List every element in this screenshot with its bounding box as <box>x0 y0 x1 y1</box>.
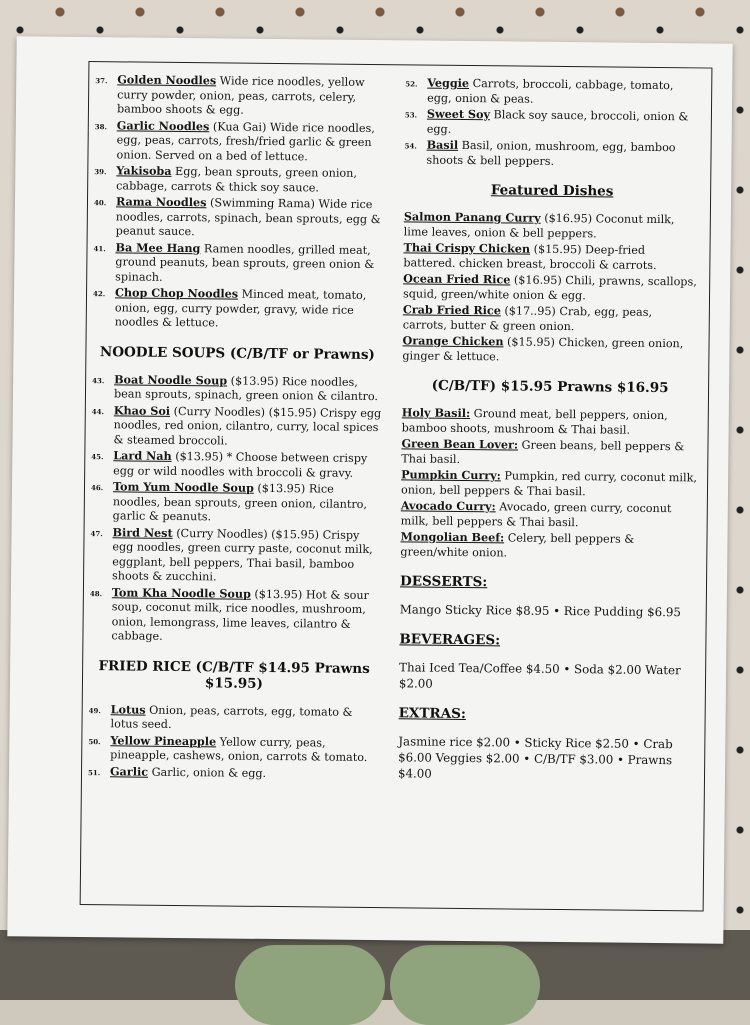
menu-item <box>401 436 697 469</box>
item-name: Basil <box>426 137 459 152</box>
menu-item <box>91 403 381 451</box>
item-description: (Curry Noodles) ($15.95) Crispy egg noodles, red onion, cilantro, curry, local spices & steamed broccoli. <box>113 404 382 448</box>
item-description: Ground meat, bell peppers, onion, bamboo shoots, mushroom & Thai basil. <box>401 407 668 437</box>
beverages-text: Thai Iced Tea/Coffee $4.50 • Soda $2.00 Water $2.00 <box>398 660 681 691</box>
menu-item <box>94 163 384 196</box>
item-number: 40. <box>93 198 107 208</box>
left-column <box>88 72 385 783</box>
item-number: 47. <box>90 528 103 538</box>
menu-item <box>403 240 699 273</box>
item-name: Golden Noodles <box>117 72 217 88</box>
item-description: (Swimming Rama) Wide rice noodles, carrots, spinach, bean sprouts, egg & peanut sauce. <box>115 196 381 239</box>
item-description: Egg, bean sprouts, green onion, cabbage, carrots & thick soy sauce. <box>116 164 358 194</box>
item-name: Garlic Noodles <box>116 117 210 133</box>
item-name: Pumpkin Curry: <box>401 467 501 483</box>
menu-item <box>91 448 381 481</box>
menu-item <box>401 498 697 531</box>
item-name: Holy Basil: <box>401 405 471 421</box>
item-name: Tom Kha Noodle Soup <box>111 584 251 601</box>
item-name: Ba Mee Hang <box>115 239 201 255</box>
fried-rice-heading: FRIED RICE (C/B/TF $14.95 Prawns $15.95) <box>98 657 370 692</box>
shoe-left <box>235 945 385 1025</box>
item-name: Avocado Curry: <box>400 498 496 514</box>
menu-item <box>403 271 699 304</box>
item-description: Black soy sauce, broccoli, onion & egg. <box>426 108 689 136</box>
item-number: 39. <box>94 167 107 177</box>
menu-item <box>94 118 384 166</box>
item-name: Orange Chicken <box>402 333 504 349</box>
item-number: 38. <box>94 121 108 131</box>
item-name: Lotus <box>110 701 146 717</box>
item-number: 42. <box>92 289 106 299</box>
menu-item <box>89 585 380 647</box>
item-name: Mongolian Beef: <box>400 529 505 545</box>
item-number: 46. <box>90 483 104 493</box>
menu-item <box>400 529 696 562</box>
item-description: Green beans, bell peppers & Thai basil. <box>401 438 685 466</box>
item-number: 54. <box>404 141 417 151</box>
item-name: Yakisoba <box>116 163 172 178</box>
item-description: ($17..95) Crab, egg, peas, carrots, butter & green onion. <box>402 304 653 333</box>
item-description: ($13.95) * Choose between crispy egg or wild noodles with broccoli & gravy. <box>113 449 368 480</box>
item-description: (Kua Gai) Wide rice noodles, egg, peas, carrots, fresh/fried garlic & green onion. Served on a bed of lettuce. <box>116 119 375 163</box>
item-description: Garlic, onion & egg. <box>147 765 267 780</box>
item-name: Crab Fried Rice <box>402 302 501 318</box>
extras-heading: EXTRAS: <box>398 705 466 723</box>
item-name: Yellow Pineapple <box>110 732 217 748</box>
item-name: Salmon Panang Curry <box>403 209 541 225</box>
menu-item <box>405 75 701 108</box>
item-number: 49. <box>88 705 101 715</box>
price-heading: (C/B/TF) $15.95 Prawns $16.95 <box>431 377 669 397</box>
menu-item <box>92 372 382 405</box>
desserts-text: Mango Sticky Rice $8.95 • Rice Pudding $6.95 <box>399 602 681 620</box>
featured-dishes-heading: Featured Dishes <box>490 182 614 200</box>
menu-item <box>402 405 698 438</box>
menu-item <box>404 137 700 170</box>
item-description: ($15.95) Chicken, green onion, ginger & lettuce. <box>402 335 684 363</box>
item-name: Green Bean Lover: <box>401 436 519 452</box>
menu-item <box>95 72 385 120</box>
item-number: 41. <box>93 243 106 253</box>
item-name: Ocean Fried Rice <box>403 271 511 287</box>
menu-item <box>88 733 378 766</box>
item-description: ($13.95) Rice noodles, bean sprouts, green onion, cilantro, garlic & peanuts. <box>112 481 368 524</box>
item-description: Yellow curry, peas, pineapple, cashews, onion, carrots & tomato. <box>110 734 368 764</box>
menu-item <box>91 479 381 527</box>
item-description: ($13.95) Rice noodles, bean sprouts, spinach, green onion & cilantro. <box>113 373 379 404</box>
item-number: 43. <box>92 375 105 385</box>
menu-item <box>90 525 381 587</box>
item-description: Celery, bell peppers & green/white onion. <box>400 531 635 559</box>
menu-item <box>93 240 383 288</box>
extras-text: Jasmine rice $2.00 • Sticky Rice $2.50 • Crab $6.00 Veggies $2.00 • C/B/TF $3.00 • Prawns $4.00 <box>397 734 673 781</box>
item-name: Veggie <box>427 75 470 91</box>
item-name: Chop Chop Noodles <box>114 285 239 301</box>
item-description: Basil, onion, mushroom, egg, bamboo shoots & bell peppers. <box>426 138 676 168</box>
item-description: Carrots, broccoli, cabbage, tomato, egg, onion & peas. <box>427 77 674 106</box>
item-number: 51. <box>87 767 101 777</box>
menu-item <box>88 764 378 783</box>
item-description: Avocado, green curry, coconut milk, bell peppers & Thai basil. <box>400 500 672 529</box>
item-number: 50. <box>88 736 101 746</box>
item-number: 52. <box>405 79 418 89</box>
item-number: 44. <box>91 406 105 416</box>
item-number: 48. <box>89 588 103 598</box>
item-name: Garlic <box>109 763 149 779</box>
menu-item <box>403 302 699 335</box>
item-description: ($16.95) Coconut milk, lime leaves, onion & bell peppers. <box>403 211 675 240</box>
item-description: Wide rice noodles, yellow curry powder, onion, peas, carrots, celery, bamboo shoots & egg. <box>116 74 365 117</box>
item-number: 37. <box>95 76 108 86</box>
menu-item <box>402 333 698 366</box>
shoe-right <box>390 945 540 1025</box>
item-name: Rama Noodles <box>115 194 207 210</box>
right-column <box>398 75 701 784</box>
item-name: Bird Nest <box>112 524 173 540</box>
item-name: Thai Crispy Chicken <box>403 240 531 256</box>
item-name: Khao Soi <box>113 402 171 418</box>
item-name: Tom Yum Noodle Soup <box>112 479 254 495</box>
item-number: 53. <box>404 110 418 120</box>
menu-border <box>80 61 713 911</box>
item-name: Lard Nah <box>113 448 172 463</box>
item-description: Pumpkin, red curry, coconut milk, onion, bell peppers & Thai basil. <box>400 469 698 498</box>
item-name: Boat Noodle Soup <box>114 371 228 387</box>
item-description: (Curry Noodles) ($15.95) Crispy egg noodles, green curry paste, coconut milk, eggplant, bell peppers, Thai basil, bamboo shoots & zucchini. <box>112 526 373 584</box>
menu-page <box>7 36 732 943</box>
menu-item <box>401 467 697 500</box>
item-description: Onion, peas, carrots, egg, tomato & lotus seed. <box>110 703 353 731</box>
item-description: ($15.95) Deep-fried battered. chicken breast, broccoli & carrots. <box>403 242 657 272</box>
menu-item <box>93 285 383 333</box>
item-name: Sweet Soy <box>426 106 491 122</box>
menu-item <box>405 106 701 139</box>
item-description: ($16.95) Chili, prawns, scallops, squid, green/white onion & egg. <box>402 273 697 302</box>
beverages-heading: BEVERAGES: <box>399 631 501 649</box>
menu-item <box>94 194 384 242</box>
item-description: Minced meat, tomato, onion, egg, curry powder, gravy, wide rice noodles & lettuce. <box>114 287 367 330</box>
item-description: Ramen noodles, grilled meat, ground peanuts, bean sprouts, green onion & spinach. <box>115 241 375 284</box>
item-description: ($13.95) Hot & sour soup, coconut milk, rice noodles, mushroom, onion, lemongrass, lime leaves, cilantro & cabbage. <box>111 587 370 643</box>
noodle-soups-heading: NOODLE SOUPS (C/B/TF or Prawns) <box>99 343 375 363</box>
item-number: 45. <box>91 452 104 462</box>
desserts-heading: DESSERTS: <box>399 573 488 591</box>
menu-item <box>404 209 700 242</box>
menu-item <box>88 702 378 735</box>
